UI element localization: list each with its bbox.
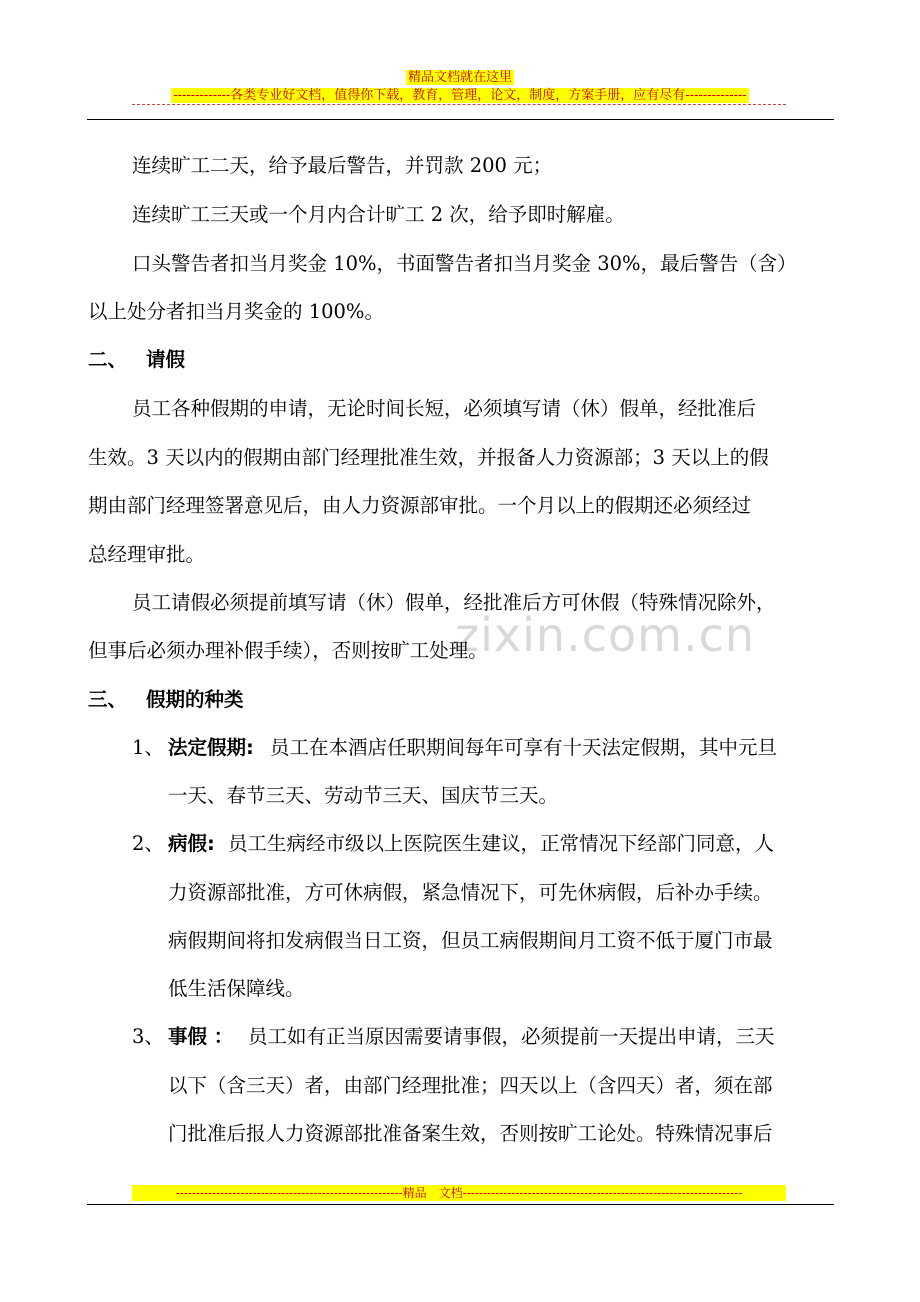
paragraph-bonus-deduction-line2: 以上处分者扣当月奖金的 100%。 xyxy=(88,300,384,323)
list-item-sick-leave-line2: 力资源部批准，方可休病假，紧急情况下，可先休病假，后补办手续。 xyxy=(168,881,773,904)
list-item-personal-leave-label: 事假 ： xyxy=(168,1025,234,1048)
list-item-sick-leave-line4: 低生活保障线。 xyxy=(168,977,305,1000)
list-item-personal-leave-line2: 以下（含三天）者，由部门经理批准；四天以上（含四天）者，须在部 xyxy=(168,1074,773,1097)
list-item-sick-leave-number: 2、 xyxy=(132,832,164,855)
watermark: zixin.com.cn xyxy=(455,608,756,662)
list-item-personal-leave-line1: 员工如有正当原因需要请事假，必须提前一天提出申请，三天 xyxy=(248,1025,775,1048)
paragraph-bonus-deduction-line1: 口头警告者扣当月奖金 10%，书面警告者扣当月奖金 30%，最后警告（含） xyxy=(132,252,797,275)
header-rule xyxy=(87,119,834,120)
header-title: 精品文档就在这里 xyxy=(407,70,512,85)
paragraph-advance-request-line1: 员工请假必须提前填写请（休）假单，经批准后方可休假（特殊情况除外， xyxy=(132,591,776,614)
paragraph-advance-request-line2: 但事后必须办理补假手续），否则按旷工处理。 xyxy=(88,639,488,662)
list-item-personal-leave-line3: 门批准后报人力资源部批准备案生效，否则按旷工论处。特殊情况事后 xyxy=(168,1122,773,1145)
list-item-statutory-leave-line2: 一天、春节三天、劳动节三天、国庆节三天。 xyxy=(168,784,559,807)
list-item-sick-leave-line1: 员工生病经市级以上医院医生建议，正常情况下经部门同意，人 xyxy=(228,832,775,855)
header-dashed-divider xyxy=(132,104,786,105)
paragraph-leave-application-line3: 期由部门经理签署意见后，由人力资源部审批。一个月以上的假期还必须经过 xyxy=(88,494,752,517)
list-item-personal-leave-number: 3、 xyxy=(132,1025,164,1048)
paragraph-leave-application-line2: 生效。3 天以内的假期由部门经理批准生效，并报备人力资源部；3 天以上的假 xyxy=(88,446,769,469)
header-tagline: -------------各类专业好文档，值得你下载，教育，管理，论文，制度，方案手册，应有尽有-------------- xyxy=(173,88,747,103)
section-heading-leave-types-number: 三、 xyxy=(88,688,128,711)
paragraph-absence-three-days: 连续旷工三天或一个月内合计旷工 2 次，给予即时解雇。 xyxy=(132,203,625,226)
list-item-sick-leave-line3: 病假期间将扣发病假当日工资，但员工病假期间月工资不低于厦门市最 xyxy=(168,929,773,952)
footer-rule xyxy=(87,1204,834,1205)
section-heading-leave: 请假 xyxy=(146,348,186,371)
list-item-statutory-leave-line1: 员工在本酒店任职期间每年可享有十天法定假期，其中元旦 xyxy=(270,736,778,759)
footer-banner: --------------------------------------------------------精品 文档--------------------------------------------------------------------- xyxy=(132,1185,786,1201)
list-item-sick-leave-label: 病假: xyxy=(168,832,215,855)
section-heading-leave-types: 假期的种类 xyxy=(146,688,244,711)
list-item-statutory-leave-label: 法定假期: xyxy=(168,736,254,759)
paragraph-leave-application-line4: 总经理审批。 xyxy=(88,543,206,566)
section-heading-leave-number: 二、 xyxy=(88,348,128,371)
paragraph-leave-application-line1: 员工各种假期的申请，无论时间长短，必须填写请（休）假单，经批准后 xyxy=(132,397,757,420)
paragraph-absence-two-days: 连续旷工二天，给予最后警告，并罚款 200 元； xyxy=(132,154,553,177)
list-item-statutory-leave-number: 1、 xyxy=(132,736,164,759)
